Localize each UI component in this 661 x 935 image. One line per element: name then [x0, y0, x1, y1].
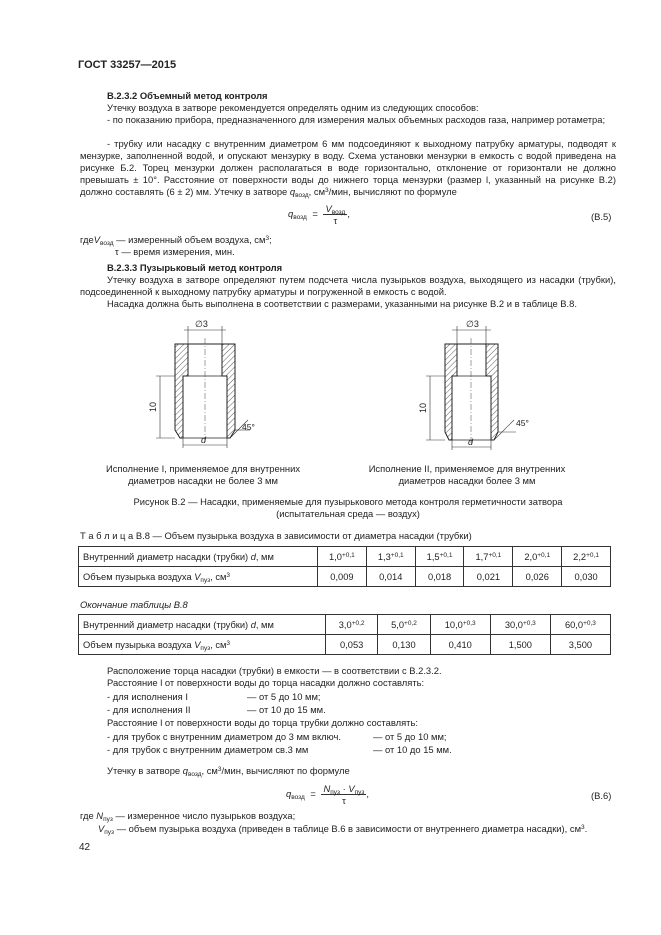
paragraph: - по показанию прибора, предназначенного для измерения малых объемных расходов газа, например ротаметра; [107, 114, 606, 125]
list-item: - для исполнения II [107, 704, 191, 715]
table-cell: 0,030 [562, 567, 611, 587]
table-cell: $1,0^{+0,1}$ [318, 547, 367, 567]
table-cell: 0,018 [415, 567, 464, 587]
where-line: τ — время измерения, мин. [115, 246, 235, 257]
nozzle-version-2-drawing [418, 319, 529, 450]
paragraph: - трубку или насадку с внутренним диаметром 6 мм подсоединяют к выходному патрубку арматуры, подводят к мензурке, заполненной водой, и опускают мензурку в воду. Схема установки мензурки в емкость с водой приведена на рисунке Б.2. Торец мензурки должен располагаться в воде горизонтально, отклонение от горизонтали не должно превышать ± 10°. Расстояние от поверхности воды до нижнего торца мензурки (размер l, указанный на рисунке В.2) должно составлять (6 ± 2) мм. Утечку в затворе $q_{возд}$, $см^3$/мин, вычисляют по формуле [80, 138, 616, 199]
paragraph: Расстояние l от поверхности воды до торца насадки должно составлять: [107, 677, 425, 688]
dim-label: 10 [148, 401, 158, 412]
table-cell: $3,0^{+0,2}$ [326, 615, 378, 635]
list-item-value: — от 5 до 10 мм; [247, 691, 321, 702]
table-cell: $2,0^{+0,1}$ [513, 547, 562, 567]
figure-nozzles [80, 312, 616, 462]
table-b8-part2 [78, 614, 611, 655]
list-item: - для исполнения I [107, 691, 188, 702]
where-line: гдеV$_{возд}$ — измеренный объем воздуха, $см^3$; [80, 234, 272, 247]
table-cell: 1,500 [490, 635, 550, 655]
table-cell: $1,7^{+0,1}$ [464, 547, 513, 567]
table-cell: 0,021 [464, 567, 513, 587]
table-continuation-caption: Окончание таблицы В.8 [80, 599, 188, 610]
section-title-bubble: В.2.3.3 Пузырьковый метод контроля [107, 262, 283, 273]
section-title-volumetric: В.2.3.2 Объемный метод контроля [107, 90, 268, 101]
paragraph: Расстояние l от поверхности воды до торца трубки должно составлять: [107, 717, 418, 728]
list-item-value: — от 10 до 15 мм. [247, 704, 326, 715]
dim-label: d [201, 435, 207, 445]
list-item: - для трубок с внутренним диаметром св.3 мм [107, 744, 309, 755]
table-row [79, 547, 611, 567]
table-row [79, 567, 611, 587]
table-cell: $1,5^{+0,1}$ [415, 547, 464, 567]
paragraph: Расположение торца насадки (трубки) в емкости — в соответствии с В.2.3.2. [107, 665, 442, 676]
table-cell: 0,026 [513, 567, 562, 587]
table-cell: 0,014 [366, 567, 415, 587]
row-header: Объем пузырька воздуха $V_{пуз}$, $см^3$ [79, 567, 318, 587]
row-header: Объем пузырька воздуха $V_{пуз}$, $см^3$ [79, 635, 326, 655]
table-cell: 0,009 [318, 567, 367, 587]
formula-number: (В.5) [591, 211, 612, 222]
dim-label: ∅3 [466, 319, 479, 329]
dim-label: 10 [418, 402, 428, 413]
formula-b6: $q_{возд}$ = $\frac{N_{пуз} \cdot V_{пуз}}{\tau}$ , [286, 783, 369, 806]
paragraph: Утечку в затворе $q_{возд}$, $см^3$/мин, вычисляют по формуле [107, 765, 350, 778]
figure-caption-version-1: Исполнение I, применяемое для внутренних диаметров насадки не более 3 мм [105, 463, 301, 486]
where-line: $V_{пуз}$ — объем пузырька воздуха (приведен в таблице В.6 в зависимости от внутреннего диаметра насадки), $см^3$. [98, 823, 588, 836]
table-cell: $2,2^{+0,1}$ [562, 547, 611, 567]
where-line: где $N_{пуз}$ — измеренное число пузырьков воздуха; [80, 810, 296, 823]
paragraph: Утечку воздуха в затворе рекомендуется определять одним из следующих способов: [107, 102, 479, 113]
table-cell: $1,3^{+0,1}$ [366, 547, 415, 567]
row-header: Внутренний диаметр насадки (трубки) d, мм [79, 615, 326, 635]
table-cell: 3,500 [550, 635, 610, 655]
angle-label: 45° [242, 422, 255, 432]
table-cell: $10,0^{+0,3}$ [430, 615, 490, 635]
table-cell: $5,0^{+0,2}$ [378, 615, 430, 635]
nozzle-version-1-drawing [148, 319, 255, 448]
list-item-value: — от 5 до 10 мм; [373, 731, 447, 742]
table-cell: 0,410 [430, 635, 490, 655]
page-number: 42 [79, 842, 91, 853]
table-cell: $60,0^{+0,3}$ [550, 615, 610, 635]
formula-number: (В.6) [591, 790, 612, 801]
table-cell: $30,0^{+0,3}$ [490, 615, 550, 635]
table-cell: 0,130 [378, 635, 430, 655]
dim-label: ∅3 [195, 319, 208, 329]
row-header: Внутренний диаметр насадки (трубки) d, мм [79, 547, 318, 567]
dim-label: d [468, 437, 474, 447]
list-item: - для трубок с внутренним диаметром до 3 мм включ. [107, 731, 341, 742]
table-row [79, 615, 611, 635]
list-item-value: — от 10 до 15 мм. [373, 744, 452, 755]
table-row [79, 635, 611, 655]
figure-title: Рисунок В.2 — Насадки, применяемые для пузырькового метода контроля герметичности затвора (испытательная среда — воздух) [133, 496, 563, 519]
formula-b5: $q_{возд}$ = $\frac{V_{возд}}{\tau}$ , [288, 203, 350, 226]
angle-label: 45° [516, 418, 529, 428]
table-b8-part1 [78, 546, 611, 587]
paragraph: Утечку воздуха в затворе определяют путем подсчета числа пузырьков воздуха, выходящего из насадки (трубки), подсоединенной к выходному патрубку арматуры и погруженной в емкость с водой. [80, 274, 616, 297]
table-cell: 0,053 [326, 635, 378, 655]
table-caption: Т а б л и ц а В.8 — Объем пузырька воздуха в зависимости от диаметра насадки (трубки) [80, 530, 472, 541]
document-header: ГОСТ 33257—2015 [78, 59, 177, 71]
figure-caption-version-2: Исполнение II, применяемое для внутренних диаметров насадки более 3 мм [368, 463, 566, 486]
paragraph: Насадка должна быть выполнена в соответствии с размерами, указанными на рисунке В.2 и в таблице В.8. [107, 298, 577, 309]
